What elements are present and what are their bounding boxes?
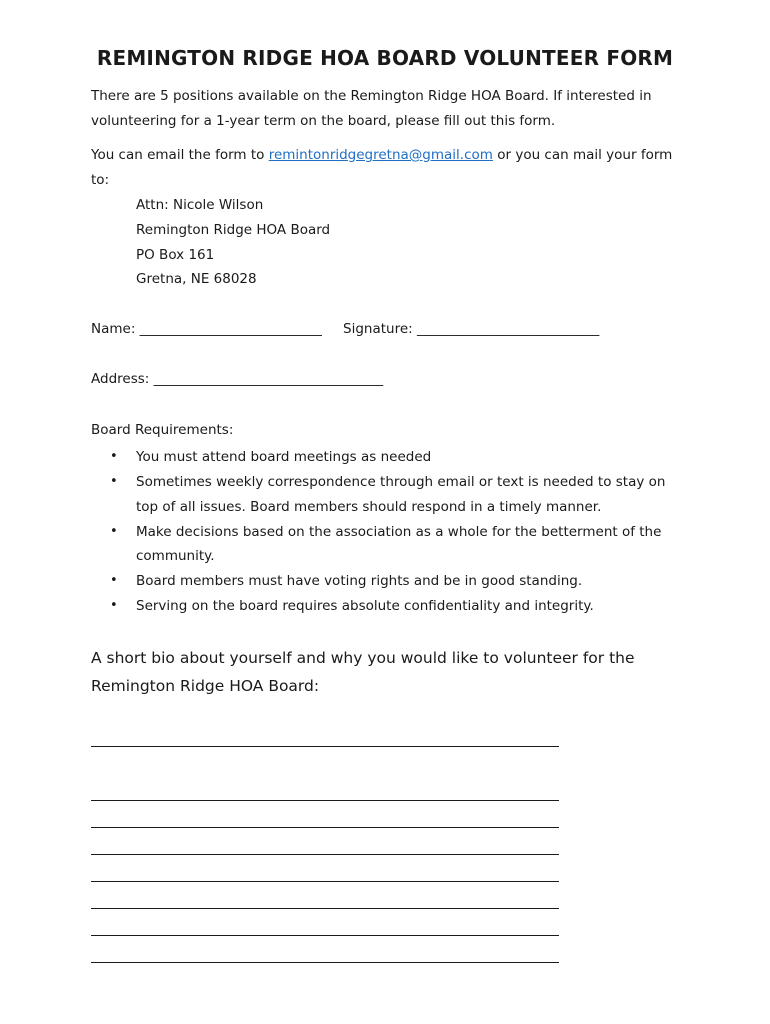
mail-org: Remington Ridge HOA Board — [136, 222, 331, 238]
mail-attn: Attn: Nicole Wilson — [136, 197, 264, 213]
name-field[interactable]: Name: ___________________________ — [91, 321, 322, 337]
list-item — [91, 569, 691, 594]
list-item-text: Make decisions based on the association as a whole for the betterment of the community. — [136, 523, 662, 564]
list-item — [91, 470, 691, 519]
bio-answer-line[interactable] — [91, 935, 559, 936]
list-item — [91, 520, 691, 569]
bio-answer-line[interactable] — [91, 800, 559, 801]
email-paragraph — [91, 143, 691, 192]
bio-answer-line[interactable] — [91, 962, 559, 963]
bullet-icon: • — [110, 598, 118, 613]
bio-answer-line[interactable] — [91, 746, 559, 747]
bio-answer-line[interactable] — [91, 881, 559, 882]
bio-answer-line[interactable] — [91, 827, 559, 828]
list-item-text: You must attend board meetings as needed — [136, 449, 432, 465]
requirements-heading: Board Requirements: — [91, 422, 234, 438]
list-item — [91, 594, 691, 619]
requirements-list — [91, 445, 691, 619]
email-prefix: You can email the form to — [91, 147, 269, 163]
address-field[interactable]: Address: __________________________________ — [91, 371, 384, 387]
email-suffix: or you can mail your form to: — [91, 147, 673, 188]
list-item-text: Sometimes weekly correspondence through email or text is needed to stay on top of all issues. Board members should respond in a timely manner. — [136, 474, 666, 515]
list-item-text: Serving on the board requires absolute confidentiality and integrity. — [136, 598, 594, 614]
bullet-icon: • — [110, 449, 118, 464]
bio-prompt: A short bio about yourself and why you would like to volunteer for the Remington Ridge HOA Board: — [91, 649, 635, 695]
mail-city: Gretna, NE 68028 — [136, 271, 257, 287]
signature-field[interactable]: Signature: ___________________________ — [343, 321, 600, 337]
email-link[interactable]: remintonridgegretna@gmail.com — [268, 147, 493, 163]
list-item-text: Board members must have voting rights and be in good standing. — [136, 573, 583, 589]
bio-answer-line[interactable] — [91, 854, 559, 855]
list-item — [91, 445, 691, 470]
bullet-icon: • — [110, 523, 118, 539]
bio-answer-line[interactable] — [91, 908, 559, 909]
mail-po-box: PO Box 161 — [136, 247, 215, 263]
intro-paragraph: There are 5 positions available on the Remington Ridge HOA Board. If interested in volunteering for a 1-year term on the board, please fill out this form. — [91, 88, 652, 129]
bullet-icon: • — [110, 474, 118, 489]
bullet-icon: • — [110, 573, 118, 588]
page-title: REMINGTON RIDGE HOA BOARD VOLUNTEER FORM — [96, 46, 674, 70]
